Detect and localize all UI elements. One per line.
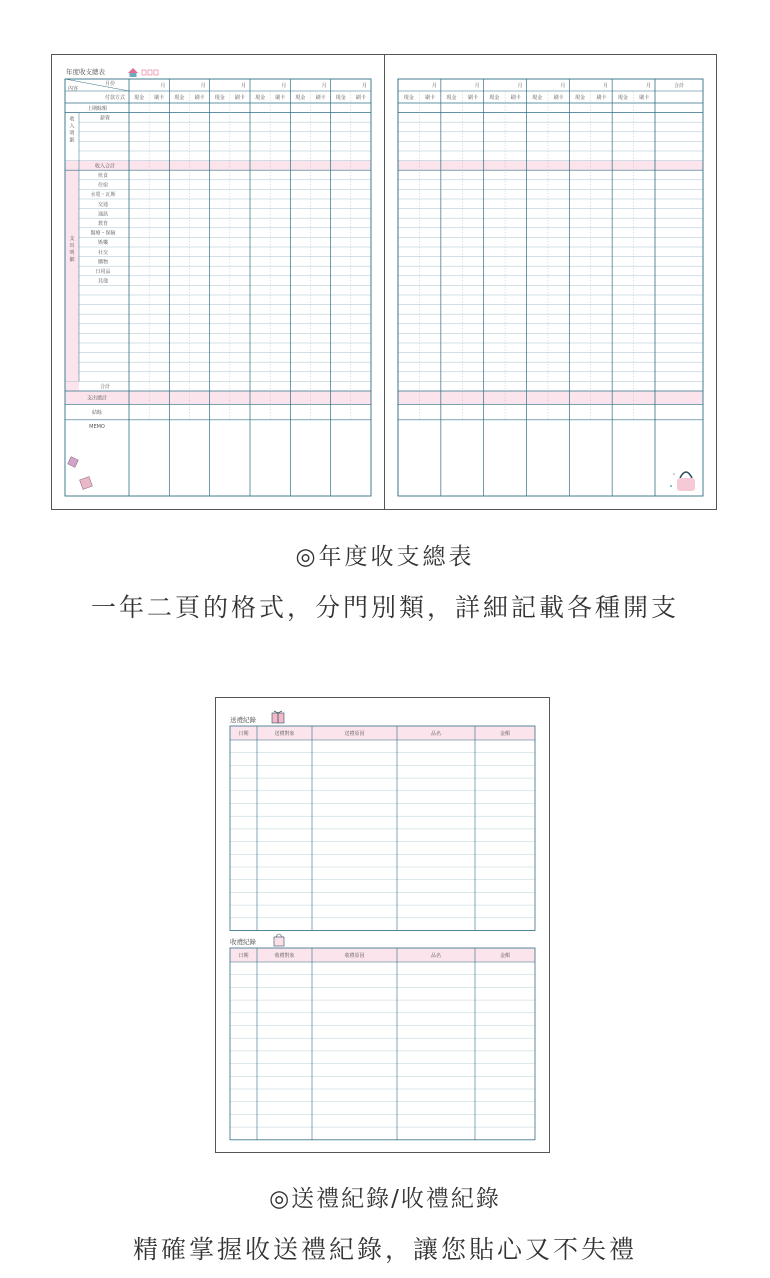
expense-side-band bbox=[65, 170, 79, 391]
expense-item-label: 伙食 bbox=[97, 173, 109, 179]
month-header: 月 bbox=[603, 83, 609, 89]
caption-gift-subtitle: 精確掌握收送禮紀錄，讓您貼心又不失禮 bbox=[132, 1235, 637, 1264]
handbag-icon bbox=[670, 472, 695, 491]
expense-item-label: 社交 bbox=[97, 249, 109, 256]
send-gift-table bbox=[230, 711, 535, 931]
month-header: 月 bbox=[281, 83, 287, 89]
record-header: 日期 bbox=[238, 731, 249, 737]
expense-item-label: 教育 bbox=[97, 221, 109, 227]
gift-bag-icon bbox=[68, 457, 93, 490]
expense-group-char: 支 bbox=[69, 236, 75, 243]
month-header: 月 bbox=[240, 83, 246, 89]
card-header: 刷卡 bbox=[194, 95, 205, 101]
total-header: 合計 bbox=[673, 83, 685, 89]
cash-header: 現金 bbox=[335, 95, 346, 101]
corner-month-label: 月份 bbox=[105, 81, 116, 87]
cash-header: 現金 bbox=[295, 95, 306, 101]
month-header: 月 bbox=[321, 83, 327, 89]
gift-box-icon bbox=[272, 711, 284, 723]
house-icon bbox=[128, 68, 138, 77]
expense-group-char: 出 bbox=[69, 243, 75, 250]
income-group-char: 收 bbox=[69, 116, 75, 123]
annual-left-page bbox=[65, 79, 371, 496]
receive-gift-table bbox=[230, 934, 535, 1140]
annual-table bbox=[52, 55, 718, 511]
expense-item-label: 住宿 bbox=[97, 182, 109, 189]
corner-content-label: 內容 bbox=[68, 86, 79, 92]
card-header: 刷卡 bbox=[596, 95, 607, 101]
record-header: 品名 bbox=[430, 731, 442, 737]
record-header: 日期 bbox=[238, 953, 249, 959]
month-header: 月 bbox=[517, 83, 523, 89]
balance-total-label: 支出總計 bbox=[86, 395, 108, 402]
title-ornament bbox=[148, 70, 152, 75]
month-header: 月 bbox=[474, 83, 480, 89]
cash-header: 現金 bbox=[255, 95, 266, 101]
spread-divider bbox=[384, 55, 385, 509]
card-header: 刷卡 bbox=[467, 95, 478, 101]
card-header: 刷卡 bbox=[553, 95, 564, 101]
month-header: 月 bbox=[361, 83, 367, 89]
prev-balance-label: 上期餘額 bbox=[86, 105, 108, 112]
card-header: 刷卡 bbox=[275, 95, 286, 101]
cash-header: 現金 bbox=[174, 95, 185, 101]
record-header: 品名 bbox=[430, 953, 442, 959]
pink-band bbox=[65, 391, 371, 404]
caption-annual-title: ◎年度收支總表 bbox=[295, 544, 475, 570]
cash-header: 現金 bbox=[532, 95, 543, 101]
income-item-label: 薪資 bbox=[99, 115, 111, 122]
memo-label: MEMO bbox=[89, 423, 105, 430]
pink-band bbox=[398, 391, 703, 404]
expense-group-char: 明 bbox=[69, 250, 75, 257]
month-header: 月 bbox=[200, 83, 206, 89]
card-header: 刷卡 bbox=[234, 95, 245, 101]
cash-header: 現金 bbox=[214, 95, 225, 101]
month-header: 月 bbox=[160, 83, 166, 89]
cash-header: 現金 bbox=[446, 95, 457, 101]
caption-gift-title: ◎送禮紀錄/收禮紀錄 bbox=[269, 1186, 501, 1212]
annual-spread bbox=[51, 54, 717, 510]
gift-record-table bbox=[216, 698, 551, 1154]
record-header: 送禮原因 bbox=[344, 731, 365, 737]
record-header: 送禮對象 bbox=[274, 731, 295, 737]
cash-header: 現金 bbox=[489, 95, 500, 101]
income-group-char: 入 bbox=[69, 123, 75, 130]
record-frame bbox=[230, 948, 535, 1140]
month-header: 月 bbox=[645, 83, 651, 89]
month-header: 月 bbox=[431, 83, 437, 89]
expense-total-label: 合計 bbox=[99, 384, 111, 391]
card-header: 刷卡 bbox=[315, 95, 326, 101]
expense-item-label: 日用品 bbox=[95, 269, 111, 275]
expense-group-char: 細 bbox=[69, 257, 75, 264]
record-header: 收禮原因 bbox=[344, 953, 365, 959]
cash-header: 現金 bbox=[617, 95, 628, 101]
card-header: 刷卡 bbox=[510, 95, 521, 101]
expense-item-label: 交通 bbox=[97, 201, 109, 208]
cash-header: 現金 bbox=[575, 95, 586, 101]
expense-item-label: 娛樂 bbox=[97, 240, 109, 247]
record-header: 收禮對象 bbox=[274, 953, 295, 959]
shopping-bag-icon bbox=[274, 934, 284, 946]
cash-header: 現金 bbox=[134, 95, 145, 101]
income-group-char: 明 bbox=[69, 130, 75, 137]
caption-annual-subtitle: 一年二頁的格式，分門別類，詳細記載各種開支 bbox=[90, 593, 679, 622]
income-group-char: 細 bbox=[69, 137, 75, 144]
expense-item-label: 購物 bbox=[97, 259, 109, 266]
expense-item-label: 水電・瓦斯 bbox=[90, 192, 116, 199]
income-total-label: 收入合計 bbox=[94, 163, 116, 170]
remainder-label: 結餘 bbox=[91, 410, 103, 417]
send-title: 送禮紀錄 bbox=[230, 716, 256, 724]
record-frame bbox=[230, 726, 535, 931]
expense-item-label: 醫療・保險 bbox=[90, 230, 116, 237]
card-header: 刷卡 bbox=[355, 95, 366, 101]
title-ornament bbox=[154, 70, 158, 75]
card-header: 刷卡 bbox=[154, 95, 165, 101]
month-header: 月 bbox=[560, 83, 566, 89]
annual-right-page bbox=[398, 79, 703, 496]
expense-item-label: 其他 bbox=[97, 278, 109, 285]
cash-header: 現金 bbox=[403, 95, 414, 101]
card-header: 刷卡 bbox=[639, 95, 650, 101]
payment-method-label: 付款方式 bbox=[104, 95, 125, 101]
pink-band bbox=[398, 161, 703, 171]
record-header: 金額 bbox=[499, 953, 511, 959]
annual-title: 年度收支總表 bbox=[66, 68, 105, 76]
title-ornament bbox=[142, 70, 146, 75]
receive-title: 收禮紀錄 bbox=[230, 938, 256, 946]
record-header: 金額 bbox=[499, 731, 511, 737]
gift-record-page bbox=[215, 697, 550, 1153]
expense-item-label: 通訊 bbox=[97, 211, 109, 218]
card-header: 刷卡 bbox=[425, 95, 436, 101]
